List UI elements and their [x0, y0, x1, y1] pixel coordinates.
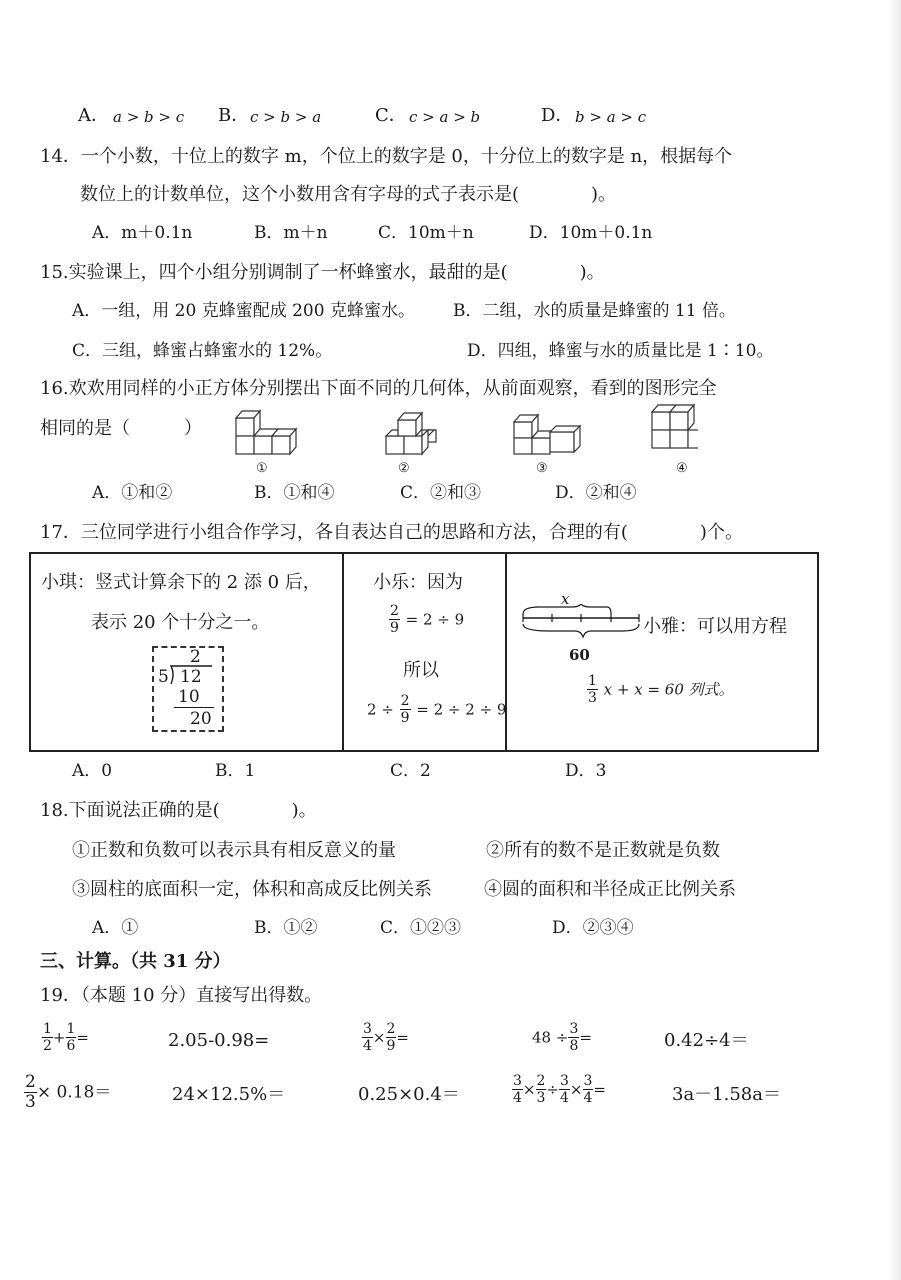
q18-statement-4: ④圆的面积和半径成正比例关系	[484, 879, 736, 900]
frac-den: 9	[390, 620, 399, 636]
q18-statement-2: ②所有的数不是正数就是负数	[486, 840, 720, 861]
le-eq1-rest: = 2 ÷ 9	[405, 610, 465, 629]
q19-r1-e5: 0.42÷4＝	[664, 1030, 749, 1051]
q14-option-a[interactable]: A．m＋0.1n	[92, 223, 193, 243]
q15-option-a[interactable]: A．一组，用 20 克蜂蜜配成 200 克蜂蜜水。	[72, 301, 415, 321]
frac-num: 1	[588, 673, 597, 689]
q13-option-c-label[interactable]: C．	[375, 105, 407, 126]
q17-ya-x-label: x	[561, 590, 570, 608]
division-product: 10	[178, 687, 200, 707]
q18-option-d[interactable]: D．②③④	[552, 918, 634, 938]
cube-figure-1	[236, 411, 296, 454]
q13-option-b-label[interactable]: B．	[218, 105, 250, 126]
q18-statement-1: ①正数和负数可以表示具有相反意义的量	[72, 840, 396, 861]
q17-le-eq2	[367, 694, 506, 725]
page-shadow	[887, 0, 901, 1280]
q19-r2-e4: $\frac{3}{4}$ × $\frac{2}{3}$ ÷ $\frac{3}{4}$ × $\frac{3}{4}$ =	[513, 1073, 606, 1106]
q16-line2: 相同的是（ ）	[40, 418, 202, 439]
q19-r1-e3: $\frac{3}{4}$ × $\frac{2}{9}$ =	[363, 1021, 409, 1054]
q17-qi-line2: 表示 20 个十分之一。	[91, 612, 270, 633]
q17-divider-1	[342, 554, 344, 750]
q16-cube-figures	[228, 402, 698, 474]
q16-figure-label-1: ①	[256, 461, 268, 476]
q15-option-d[interactable]: D．四组，蜂蜜与水的质量比是 1∶10。	[467, 341, 774, 361]
le-eq2-rest: = 2 ÷ 2 ÷ 9	[416, 700, 507, 719]
frac-num: 2	[390, 603, 399, 619]
q17-stem: 17．三位同学进行小组合作学习，各自表达自己的思路和方法，合理的有( )个。	[40, 522, 743, 543]
q17-option-b[interactable]: B．1	[215, 761, 256, 781]
q14-option-c[interactable]: C．10m＋n	[378, 223, 474, 243]
le-eq2-pre: 2 ÷	[367, 700, 394, 719]
q19-r2-e1: $\frac{2}{3}$ × 0.18＝	[25, 1072, 112, 1112]
q13-option-d-label[interactable]: D．	[541, 105, 574, 126]
q17-ya-line-diagram	[519, 604, 645, 640]
section-3-heading: 三、计算。（共 31 分）	[40, 951, 231, 972]
cube-figure-2	[386, 413, 436, 454]
q16-figure-label-3: ③	[536, 461, 548, 476]
q19-r2-e5: 3a－1.58a＝	[672, 1084, 781, 1105]
q14-option-d[interactable]: D．10m＋0.1n	[529, 223, 653, 243]
q17-ya-60-label: 60	[569, 646, 590, 664]
q17-table	[29, 552, 819, 752]
q17-long-division	[152, 646, 224, 732]
q16-figure-label-2: ②	[398, 461, 410, 476]
q13-option-d: b > a > c	[575, 108, 647, 126]
q16-option-a[interactable]: A．①和②	[92, 483, 173, 503]
q14-line1: 14．一个小数，十位上的数字 m，个位上的数字是 0，十分位上的数字是 n，根据每个	[40, 146, 733, 167]
q19-r1-e2: 2.05-0.98=	[168, 1030, 270, 1051]
ya-eq-rest: x + x = 60 列式。	[603, 680, 734, 699]
q19-r2-e3: 0.25×0.4＝	[358, 1084, 460, 1105]
q16-option-c[interactable]: C．②和③	[400, 483, 482, 503]
q17-option-d[interactable]: D．3	[565, 761, 607, 781]
q17-ya-eq	[587, 674, 734, 705]
q17-le-eq1	[389, 604, 464, 635]
q14-option-b[interactable]: B．m＋n	[254, 223, 328, 243]
q17-option-a[interactable]: A．0	[72, 761, 113, 781]
q19-r2-e2: 24×12.5%＝	[172, 1084, 286, 1105]
division-quotient: 2	[190, 647, 201, 667]
q13-option-c: c > a > b	[409, 108, 481, 126]
q13-option-b: c > b > a	[250, 108, 322, 126]
q16-line1: 16.欢欢用同样的小正方体分别摆出下面不同的几何体，从前面观察，看到的图形完全	[40, 378, 717, 399]
division-remainder: 20	[190, 709, 212, 729]
cube-figure-3	[514, 415, 580, 454]
q19-r1-e1: $\frac{1}{2}$ + $\frac{1}{6}$ =	[43, 1021, 89, 1054]
division-divisor: 5	[158, 667, 169, 687]
cube-figure-4	[652, 405, 698, 448]
q17-qi-line1: 小琪：竖式计算余下的 2 添 0 后，	[41, 572, 321, 593]
q17-ya-title: 小雅：可以用方程	[643, 616, 787, 637]
division-dividend: 12	[180, 667, 202, 687]
q19-r1-e4: 48 ÷ $\frac{3}{8}$ =	[532, 1021, 592, 1054]
frac-den: 9	[400, 710, 410, 726]
q18-stem: 18.下面说法正确的是( )。	[40, 800, 317, 821]
q14-line2: 数位上的计数单位，这个小数用含有字母的式子表示是( )。	[80, 184, 617, 205]
q16-option-b[interactable]: B．①和④	[254, 483, 335, 503]
q18-option-c[interactable]: C．①②③	[380, 918, 462, 938]
q18-option-b[interactable]: B．①②	[254, 918, 318, 938]
q15-option-c[interactable]: C．三组，蜂蜜占蜂蜜水的 12%。	[72, 341, 333, 361]
q16-figure-label-4: ④	[676, 461, 688, 476]
q16-option-d[interactable]: D．②和④	[555, 483, 637, 503]
q13-option-a: a > b > c	[113, 108, 185, 126]
q18-option-a[interactable]: A．①	[92, 918, 139, 938]
q17-le-title: 小乐：因为	[373, 572, 463, 593]
frac-den: 3	[588, 690, 597, 706]
q13-option-a-label[interactable]: A．	[78, 105, 109, 126]
q15-option-b[interactable]: B．二组，水的质量是蜂蜜的 11 倍。	[453, 301, 736, 321]
frac-num: 2	[400, 693, 410, 709]
q19-stem: 19．（本题 10 分）直接写出得数。	[40, 985, 323, 1006]
q17-option-c[interactable]: C．2	[390, 761, 431, 781]
q15-stem: 15.实验课上，四个小组分别调制了一杯蜂蜜水，最甜的是( )。	[40, 262, 605, 283]
q18-statement-3: ③圆柱的底面积一定，体积和高成反比例关系	[72, 879, 432, 900]
q17-le-so: 所以	[403, 660, 439, 681]
